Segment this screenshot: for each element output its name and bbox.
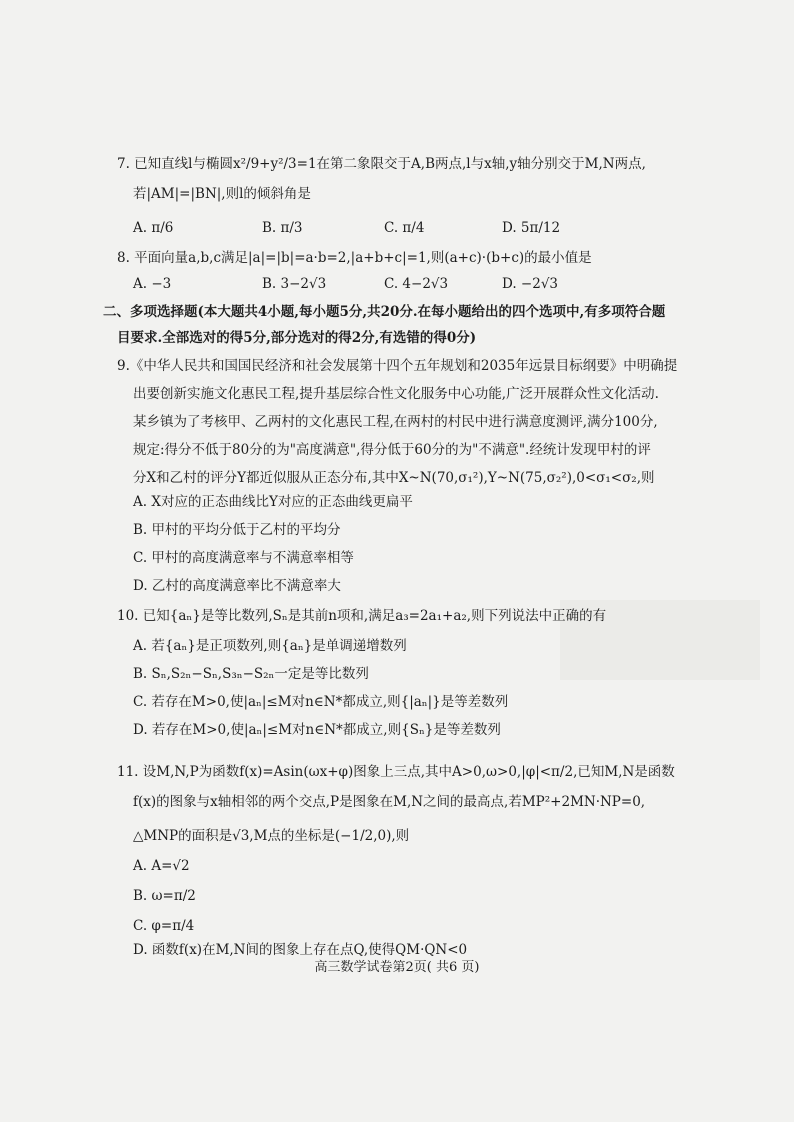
q8-option-d: D. −2√3 <box>502 276 559 292</box>
q8-option-b: B. 3−2√3 <box>262 276 327 292</box>
q9-option-b: B. 甲村的平均分低于乙村的平均分 <box>133 522 341 538</box>
q8-stem: 8. 平面向量a,b,c满足|a|=|b|=a·b=2,|a+b+c|=1,则(a+c)·(b+c)的最小值是 <box>117 250 592 266</box>
q7-option-c: C. π/4 <box>384 220 425 236</box>
q11-option-a: A. A=√2 <box>133 858 190 874</box>
q10-option-c: C. 若存在M>0,使|aₙ|≤M对n∈N*都成立,则{|aₙ|}是等差数列 <box>133 694 509 710</box>
q9-line5: 分X和乙村的评分Y都近似服从正态分布,其中X~N(70,σ₁²),Y~N(75,σ₂²),0<σ₁<σ₂,则 <box>133 470 655 486</box>
q7-option-a: A. π/6 <box>133 220 174 236</box>
q7-option-d: D. 5π/12 <box>502 220 561 236</box>
q10-stem: 10. 已知{aₙ}是等比数列,Sₙ是其前n项和,满足a₃=2a₁+a₂,则下列说法中正确的有 <box>117 608 607 624</box>
q9-option-a: A. X对应的正态曲线比Y对应的正态曲线更扁平 <box>133 494 413 510</box>
q7-option-b: B. π/3 <box>262 220 303 236</box>
q10-option-a: A. 若{aₙ}是正项数列,则{aₙ}是单调递增数列 <box>133 638 407 654</box>
q7-line2: 若|AM|=|BN|,则l的倾斜角是 <box>133 186 311 202</box>
q9-line2: 出要创新实施文化惠民工程,提升基层综合性文化服务中心功能,广泛开展群众性文化活动. <box>133 386 659 402</box>
q9-line4: 规定:得分不低于80分的为"高度满意",得分低于60分的为"不满意".经统计发现甲村的评 <box>133 442 651 458</box>
q10-option-b: B. Sₙ,S₂ₙ−Sₙ,S₃ₙ−S₂ₙ一定是等比数列 <box>133 666 369 682</box>
q8-option-a: A. −3 <box>133 276 172 292</box>
q11-option-c: C. φ=π/4 <box>133 918 195 934</box>
page-footer: 高三数学试卷第2页( 共6 页) <box>314 960 480 975</box>
q11-line1: 11. 设M,N,P为函数f(x)=Asin(ωx+φ)图象上三点,其中A>0,ω>0,|φ|<π/2,已知M,N是函数 <box>117 764 675 780</box>
q9-option-c: C. 甲村的高度满意率与不满意率相等 <box>133 550 354 566</box>
q7-line1: 7. 已知直线l与椭圆x²/9+y²/3=1在第二象限交于A,B两点,l与x轴,y轴分别交于M,N两点, <box>117 156 646 172</box>
section-2-heading-cont: 目要求.全部选对的得5分,部分选对的得2分,有选错的得0分) <box>117 330 477 346</box>
q8-option-c: C. 4−2√3 <box>384 276 449 292</box>
q9-line1: 9.《中华人民共和国国民经济和社会发展第十四个五年规划和2035年远景目标纲要》中明确提 <box>117 358 678 374</box>
q9-line3: 某乡镇为了考核甲、乙两村的文化惠民工程,在两村的村民中进行满意度测评,满分100分, <box>133 414 658 430</box>
q11-option-b: B. ω=π/2 <box>133 888 196 904</box>
q11-option-d: D. 函数f(x)在M,N间的图象上存在点Q,使得QM·QN<0 <box>133 942 468 958</box>
q9-option-d: D. 乙村的高度满意率比不满意率大 <box>133 578 341 594</box>
q11-line2: f(x)的图象与x轴相邻的两个交点,P是图象在M,N之间的最高点,若MP²+2MN·NP=0, <box>133 794 646 810</box>
q10-option-d: D. 若存在M>0,使|aₙ|≤M对n∈N*都成立,则{Sₙ}是等差数列 <box>133 722 501 738</box>
q11-line3: △MNP的面积是√3,M点的坐标是(−1/2,0),则 <box>133 828 410 844</box>
section-2-heading: 二、多项选择题(本大题共4小题,每小题5分,共20分.在每小题给出的四个选项中,有多项符合题 <box>103 304 666 320</box>
